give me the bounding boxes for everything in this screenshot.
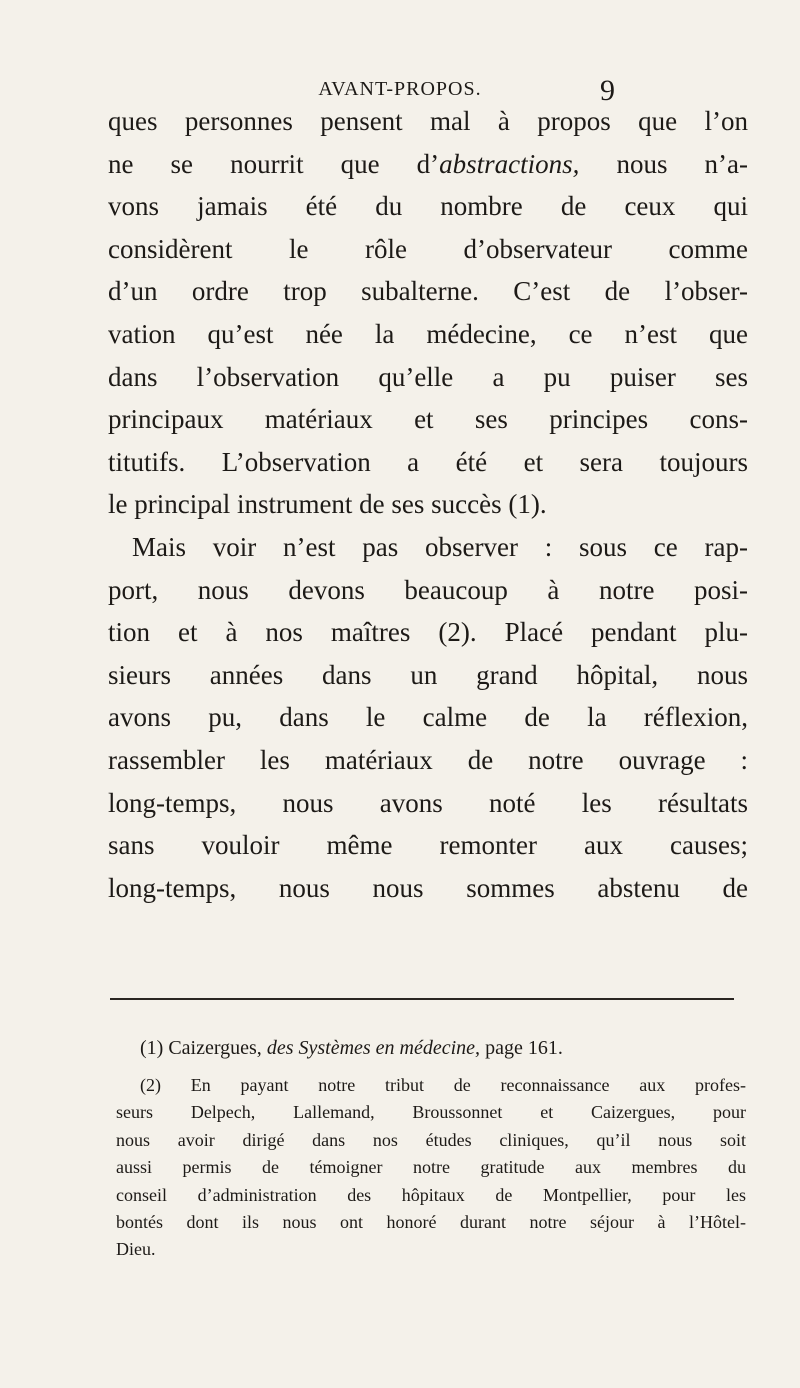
text-line: sieurs années dans un grand hôpital, nous xyxy=(108,659,748,690)
text-line: long-temps, nous avons noté les résultats xyxy=(108,787,748,818)
text-line: tion et à nos maîtres (2). Placé pendant plu- xyxy=(108,617,748,648)
text-line: vation qu’est née la médecine, ce n’est que xyxy=(108,318,748,349)
footnote-divider xyxy=(110,998,734,1000)
text-line: port, nous devons beaucoup à notre posi- xyxy=(108,574,748,605)
text-line: d’un ordre trop subalterne. C’est de l’obser- xyxy=(108,276,748,307)
main-text xyxy=(108,100,748,909)
text-line: dans l’observation qu’elle a pu puiser ses xyxy=(108,361,748,392)
footnotes xyxy=(116,1032,746,1264)
text-line: sans vouloir même remonter aux causes; xyxy=(108,830,748,861)
running-header: AVANT-PROPOS. xyxy=(318,78,482,100)
text-line: le principal instrument de ses succès (1). xyxy=(108,489,547,520)
footnote-2-line: aussi permis de témoigner notre gratitude aux membres du xyxy=(116,1157,746,1178)
text-line: Mais voir n’est pas observer : sous ce rap- xyxy=(132,531,748,562)
footnote-2-line: conseil d’administration des hôpitaux de Montpellier, pour les xyxy=(116,1184,746,1205)
text-line: rassembler les matériaux de notre ouvrage : xyxy=(108,744,748,775)
footnote-2-line: Dieu. xyxy=(116,1239,156,1260)
emphasis: abstractions, xyxy=(439,148,580,179)
text-line: ques personnes pensent mal à propos que l’on xyxy=(108,106,748,136)
text-line: long-temps, nous nous sommes abstenu de xyxy=(108,872,748,903)
footnote-2-line: nous avoir dirigé dans nos études cliniques, qu’il nous soit xyxy=(116,1129,746,1150)
footnote-2-line: bontés dont ils nous ont honoré durant notre séjour à l’Hôtel- xyxy=(116,1211,746,1232)
page-number: 9 xyxy=(600,74,615,107)
footnote-1: (1) Caizergues, des Systèmes en médecine, page 161. xyxy=(140,1037,563,1059)
text-line: vons jamais été du nombre de ceux qui xyxy=(108,191,748,222)
text-line: titutifs. L’observation a été et sera toujours xyxy=(108,446,748,477)
text-line: ne se nourrit que d’abstractions, nous n’a- xyxy=(108,148,748,179)
footnote-2-line: seurs Delpech, Lallemand, Broussonnet et Caizergues, pour xyxy=(116,1102,746,1123)
text-line: avons pu, dans le calme de la réflexion, xyxy=(108,702,748,733)
text-line: principaux matériaux et ses principes cons- xyxy=(108,404,748,435)
text-line: considèrent le rôle d’observateur comme xyxy=(108,233,748,264)
footnote-2-line: (2) En payant notre tribut de reconnaissance aux profes- xyxy=(140,1075,746,1095)
